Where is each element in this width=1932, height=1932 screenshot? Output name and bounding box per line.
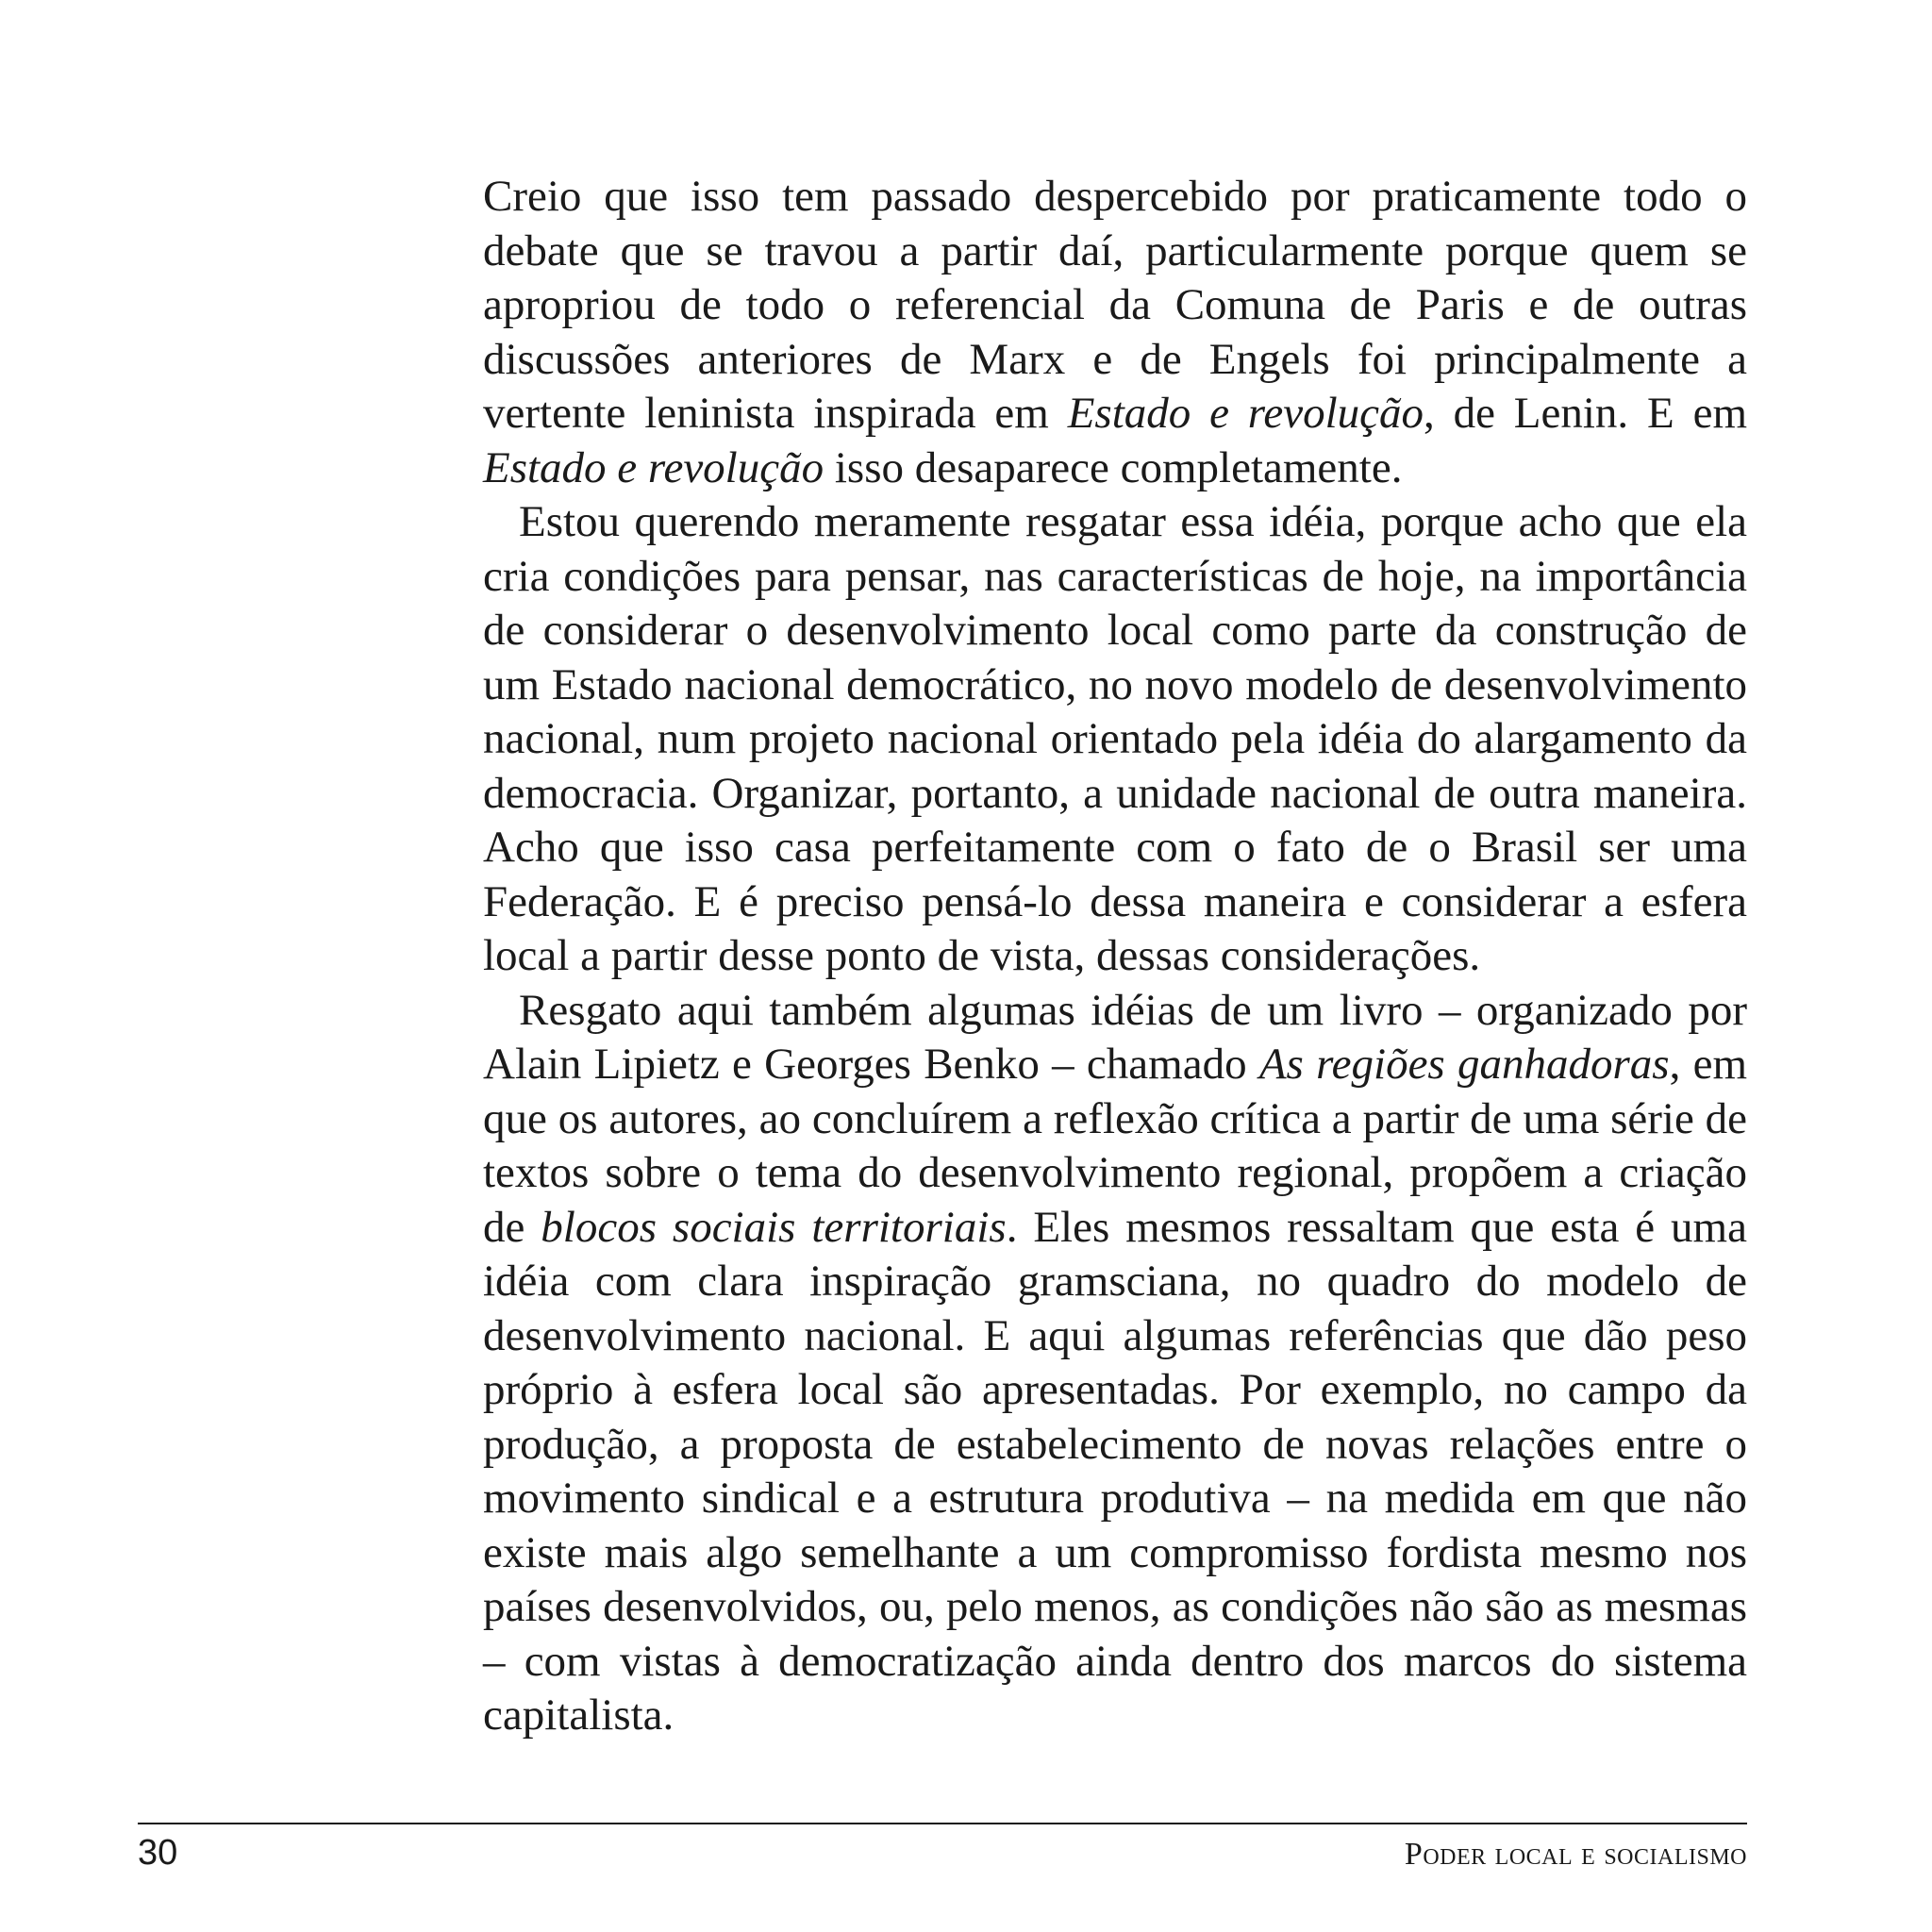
emphasis-italic: blocos sociais territoriais xyxy=(541,1202,1007,1252)
text-run: isso desaparece completamente. xyxy=(824,442,1403,492)
text-run: , em que os autores, ao concluírem a reflexão crítica a partir de uma série de textos sobre o tema do desenvolvimento regional, propõem a criação de xyxy=(483,1040,1748,1252)
text-run: Creio que isso tem passado despercebido por praticamente todo o debate que se travou a partir daí, particularmente porque quem se apropriou de todo o referencial da Comuna de Paris e de outras discussões anteriores de Marx e de Engels foi principalmente a vertente leninista inspirada em xyxy=(483,172,1747,438)
paragraph xyxy=(483,984,1747,1743)
book-title-italic: Estado e revolução xyxy=(483,442,824,492)
book-title-italic: As regiões ganhadoras xyxy=(1258,1040,1670,1089)
book-title-italic: Estado e revolução xyxy=(1067,389,1424,438)
body-text xyxy=(483,170,1747,1743)
text-run: . Eles mesmos ressaltam que esta é uma idéia com clara inspiração gramsciana, no quadro do modelo de desenvolvimento nacional. E aqui algumas referências que dão peso próprio à esfera local são apresentadas. Por exemplo, no campo da produção, a proposta de estabelecimento de novas relações entre o movimento sindical e a estrutura produtiva – na medida em que não existe mais algo semelhante a um compromisso fordista mesmo nos países desenvolvidos, ou, pelo menos, as condições não são as mesmas – com vistas à democratização ainda dentro dos marcos do sistema capitalista. xyxy=(483,1202,1747,1740)
paragraph xyxy=(483,170,1747,495)
page-number: 30 xyxy=(138,1833,178,1873)
running-title: Poder local e socialismo xyxy=(1404,1837,1747,1872)
text-run: Estou querendo meramente resgatar essa idéia, porque acho que ela cria condições para pensar, nas características de hoje, na importância de considerar o desenvolvimento local como parte da construção de um Estado nacional democrático, no novo modelo de desenvolvimento nacional, num projeto nacional orientado pela idéia do alargamento da democracia. Organizar, portanto, a unidade nacional de outra maneira. Acho que isso casa perfeitamente com o fato de o Brasil ser uma Federação. E é preciso pensá-lo dessa maneira e considerar a esfera local a partir desse ponto de vista, dessas considerações. xyxy=(483,497,1747,980)
paragraph xyxy=(483,495,1747,984)
text-run: Resgato aqui também algumas idéias de um livro – organizado por Alain Lipietz e Georges Benko – chamado xyxy=(483,985,1747,1089)
footer-rule xyxy=(138,1823,1747,1824)
text-run: , de Lenin. E em xyxy=(1424,389,1748,438)
